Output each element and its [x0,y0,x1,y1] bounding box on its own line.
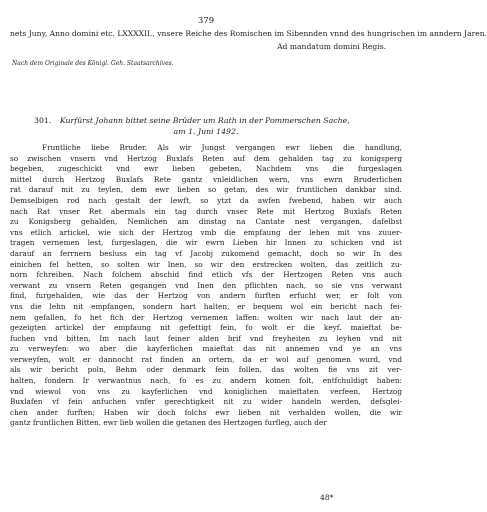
document-date: am 1. Juni 1492. [173,127,239,136]
source-note: Nach dem Originale des Königl. Geh. Staatsarchives. [12,60,174,67]
previous-document-signature: Ad mandatum domini Regis. [277,41,386,51]
body-line: find, furgehalden, wie das der Hertzog von andern furften erfucht wer, er folt von [10,291,402,301]
body-line: norn fchreiben. Nach folchem abschid find etlich vfs der Hertzogen Reten vns auch [10,270,402,280]
body-line: verweyfen, wolt er dannocht rat finden an ortern, da er wol auf genomen wurd, vnd [10,354,402,364]
body-line: mittel durch Hertzog Buxlafs Rete gantz vnleidlichen wern, vns ewrn Bruderlichen [10,174,402,184]
body-line: verwant zu vnsern Reten gegangen vnd Inen den pflichten nach, so sie vns verwant [10,280,402,290]
document-title: Kurfürst Johann bittet seine Brüder um Rath in der Pommerschen Sache, [59,116,350,125]
body-line: zu verweyfen: wo aber die kayferlichen maieftat das nit annemen vnd ye an vns [10,344,402,354]
body-line: darauf an ferrnern besluss ein tag vf Jacobj zukomend gemacht, doch so wir In des [10,248,402,258]
body-line: rat darauf mit zu teylen, dem ewr lieben so getan, des wir fruntlichen dankbar sind. [10,185,402,195]
body-line: Fruntliche liebe Bruder. Als wir Jungst vergangen ewr lieben die handlung, [42,143,402,152]
signature-mark: 48* [320,493,334,502]
body-line: nach Rat vnser Ret abermals ein tag durch vnser Rete mit Hertzog Buxlafs Reten [10,206,402,216]
body-line: als wir bericht poln, Behm oder denmark fein follen, das wolten fie vns zit ver- [10,365,402,375]
body-line: nem gefallen, fo het fich der Hertzog vernemen laffen: wolten wir nach laut der an- [10,312,402,322]
document-heading [10,115,402,126]
body-line: fuchen vnd bitten, Im nach laut feiner alden brif vnd freyheiten zu leyhen vnd nit [10,333,402,343]
body-line: vns etlich artickel, wie sich der Hertzog vmb die empfaung der lehen mit vns zuuer- [10,227,402,237]
body-line: so zwischen vnsern vnd Hertzog Buxlafs Reten auf dem gehalden tag zu konigsperg [10,153,402,163]
body-line: gezeigten artickel der empfaung nit gefettigt fein, fo wolt er die keyf. maieftat be- [10,323,402,333]
body-line: vns die lehn nit empfangen, sondern hart halten, er bequem wol ein bericht nach fei- [10,301,402,311]
body-line: chen ander furften; Haben wir doch folchs ewr lieben nit verhalden wollen, die wir [10,407,402,417]
document-number: 301. [34,116,52,125]
body-line: vnd wiewol von vns zu kayferlichen vnd koniglichen maieftaten verfeen, Hertzog [10,386,402,396]
body-line: begeben, zugeschickt vnd ewr lieben gebeten, Nachdem vns die furgeslagen [10,164,402,174]
previous-document-closing: nets Juny, Anno domini etc. LXXXXII., vnsere Reiche des Romischen im Sibennden vnnd des hungrischen im anndern Jaren. [10,29,487,38]
body-line: halten, fondern Ir verwantnus nach, fo es zu andern komen folt, entfchuldigt haben: [10,376,402,386]
body-line: gantz fruntlichen Bitten, ewr lieb wollen die getanen des Hertzogen furfleg, auch der [10,418,327,428]
body-line: tragen vernemen lest, furgeslagen, die wir ewrn Lieben hir Innen zu schicken vnd ist [10,238,402,248]
body-line: zu Konigsberg gehalden, Nemlichen am dinstag na Cantate nest vergangen, dafelbst [10,217,402,227]
page-number: 379 [197,16,215,26]
body-line: Buxlafen vf fein anfuchen vnfer gerechtigkeit nit zu wider handeln werden, defsglei- [10,397,402,407]
document-body [10,143,402,429]
body-line: einichen fel hetten, so solten wir Inen, so wir den erstrecken wolten, das zeitlich zu- [10,259,402,269]
body-line: Demselbigen rod nach gestalt der lewft, so ytzt da awfen fwebend, haben wir auch [10,195,402,205]
